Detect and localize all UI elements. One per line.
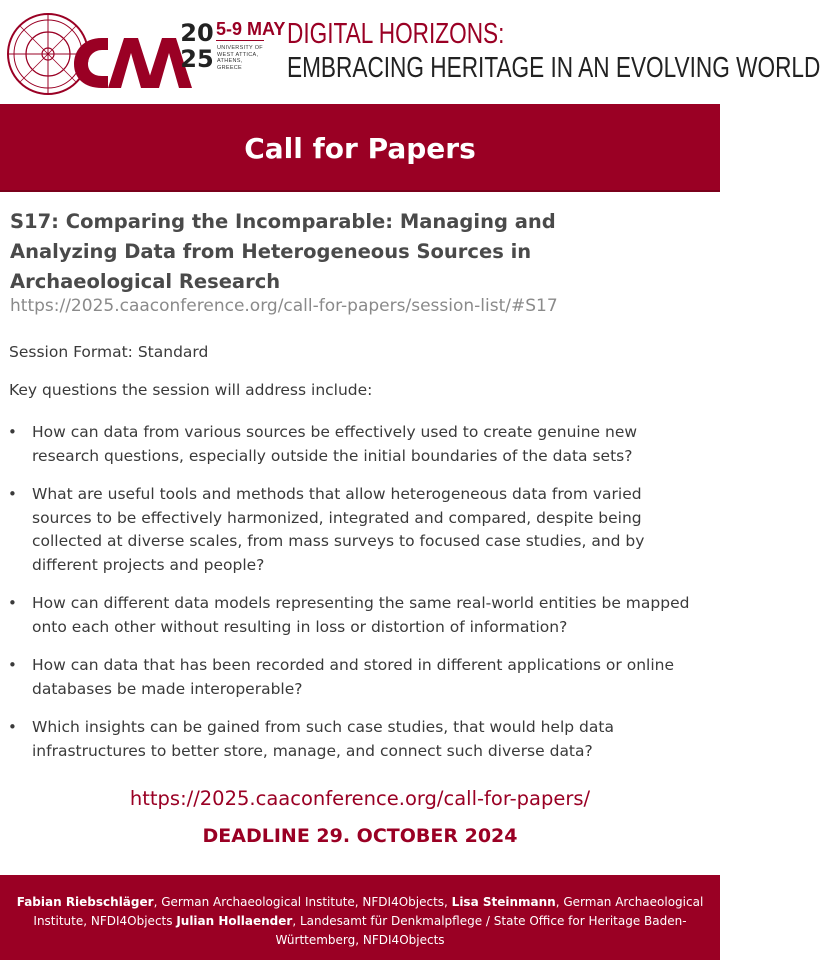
theme-line-2: EMBRACING HERITAGE IN AN EVOLVING WORLD [287,52,820,84]
organizers-text [8,893,712,950]
list-item [0,421,700,468]
page-title: Call for Papers [244,132,476,165]
bullet-icon: • [8,718,17,736]
bullet-icon: • [8,423,17,441]
organizer-affiliation: , German Archaeological Institute, NFDI4Objects [33,895,704,928]
logo-year: 20 25 [180,19,214,73]
list-item [0,654,700,701]
title-banner [0,104,720,192]
dates-divider [216,40,264,41]
organizers-footer [0,875,720,960]
theme-line-1: DIGITAL HORIZONS: [287,18,505,50]
list-item [0,592,700,639]
question-text: How can data from various sources be effectively used to create genuine new research questions, especially outside the initial boundaries of the data sets? [32,423,638,465]
bullet-icon: • [8,485,17,503]
question-text: What are useful tools and methods that allow heterogeneous data from varied sources to be effectively harmonized, integrated and compared, despite being collected at diverse scales, from mass surveys to focused case studies, and by different projects and people? [32,485,645,574]
list-item [0,716,700,763]
conference-header [0,0,820,104]
call-for-papers-link[interactable]: https://2025.caaconference.org/call-for-papers/ [129,787,591,810]
session-format: Session Format: Standard [9,343,209,361]
organizer-affiliation: , Landesamt für Denkmalpflege / State Office for Heritage Baden-Württemberg, NFDI4Objects [275,914,687,947]
list-item [0,483,700,577]
caa-logo [4,8,194,100]
organizer-name: Julian Hollaender [176,914,293,928]
organizer-name: Fabian Riebschläger [16,895,154,909]
question-text: How can data that has been recorded and stored in different applications or online databases be made interoperable? [32,656,674,698]
session-title: S17: Comparing the Incomparable: Managing and Analyzing Data from Heterogeneous Sources in Archaeological Research [10,210,556,293]
bullet-icon: • [8,656,17,674]
deadline: DEADLINE 29. OCTOBER 2024 [202,825,518,847]
organizer-name: Lisa Steinmann [451,895,556,909]
bullet-icon: • [8,594,17,612]
question-text: Which insights can be gained from such case studies, that would help data infrastructures to better store, manage, and connect such diverse data? [32,718,614,760]
questions-intro: Key questions the session will address include: [9,381,373,399]
conference-venue: UNIVERSITY OF WEST ATTICA, ATHENS, GREECE [217,45,263,71]
question-text: How can different data models representing the same real-world entities be mapped onto each other without resulting in loss or distortion of information? [32,594,690,636]
conference-dates: 5-9 MAY [216,19,286,39]
session-url-link[interactable]: https://2025.caaconference.org/call-for-papers/session-list/#S17 [10,296,558,316]
organizer-affiliation: , German Archaeological Institute, NFDI4Objects, [153,895,452,909]
questions-list [0,421,700,778]
